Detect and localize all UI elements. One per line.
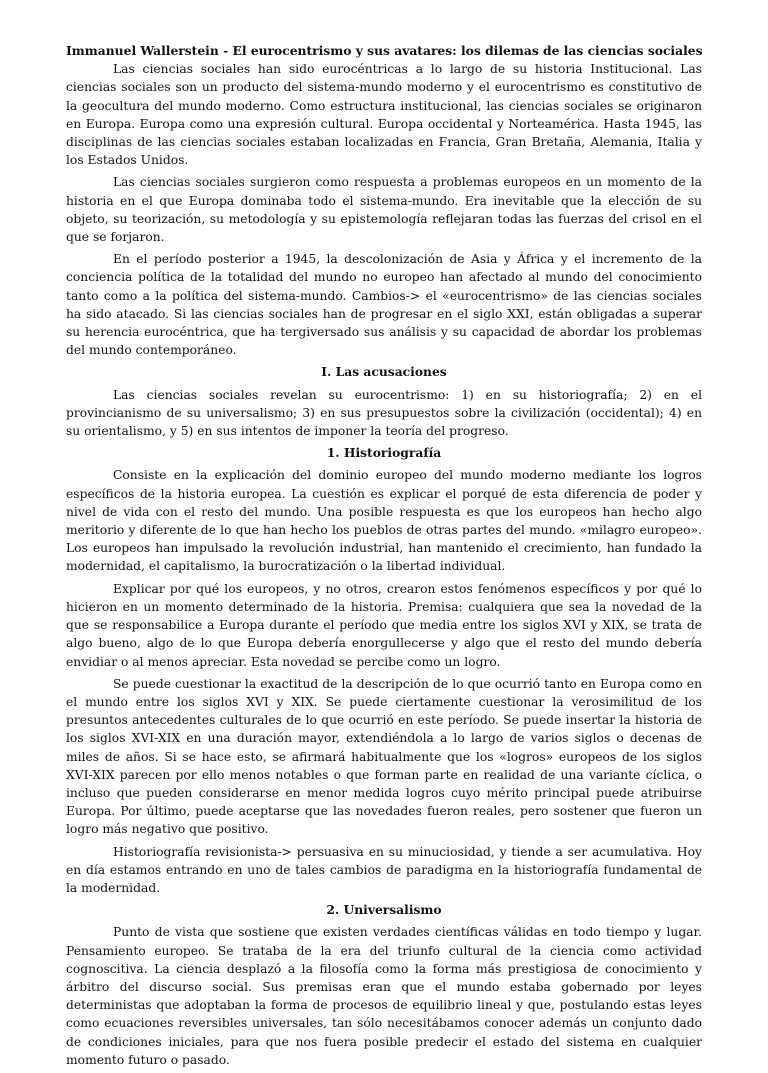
historiografia-paragraph-2: Explicar por qué los europeos, y no otros, crearon estos fenómenos específicos y por qué lo hicieron en un momento determinado de la historia. Premisa: cualquiera que sea la novedad de la que se responsabilice a Europa durante el período que media entre los siglos XVI y XIX, se trata de algo bueno, algo de lo que Europa debería enorgullecerse y algo que el resto del mundo debería envidiar o al menos apreciar. Esta novedad se percibe como un logro.	[66, 581, 702, 669]
document-title: Immanuel Wallerstein - El eurocentrismo y sus avatares: los dilemas de las ciencias sociales	[66, 43, 703, 58]
historiografia-paragraph-4: Historiografía revisionista-> persuasiva en su minuciosidad, y tiende a ser acumulativa. Hoy en día estamos entrando en uno de tales cambios de paradigma en la historiografía fundamental de la modernidad.	[66, 844, 702, 895]
section-heading-historiografia: 1. Historiografía	[326, 445, 442, 461]
document-page	[66, 42, 702, 1073]
section-heading-universalismo: 2. Universalismo	[326, 902, 442, 918]
historiografia-paragraph-3: Se puede cuestionar la exactitud de la descripción de lo que ocurrió tanto en Europa como en el mundo entre los siglos XVI y XIX. Se puede ciertamente cuestionar la verosimilitud de los presuntos antecedentes culturales de lo que ocurrió en este período. Se puede insertar la historia de los siglos XVI-XIX en una duración mayor, extendiéndola a lo largo de varios siglos o decenas de miles de años. Si se hace esto, se afirmará habitualmente que los «logros» europeos de los siglos XVI-XIX parecen por ello menos notables o que forman parte en realidad de una variante cíclica, o incluso que pueden considerarse en menor medida logros cuyo mérito principal puede atribuirse Europa. Por último, puede aceptarse que las novedades fueron reales, pero sostener que fueron un logro más negativo que positivo.	[66, 676, 702, 837]
intro-paragraph-1: Las ciencias sociales han sido eurocéntricas a lo largo de su historia Institucional. Las ciencias sociales son un producto del sistema-mundo moderno y el eurocentrismo es constitutivo de la geocultura del mundo moderno. Como estructura institucional, las ciencias sociales se originaron en Europa. Europa como una expresión cultural. Europa occidental y Norteamérica. Hasta 1945, las disciplinas de las ciencias sociales estaban localizadas en Francia, Gran Bretaña, Alemania, Italia y los Estados Unidos.	[66, 62, 702, 168]
section-heading-acusaciones: I. Las acusaciones	[321, 364, 447, 380]
intro-paragraph-3: En el período posterior a 1945, la descolonización de Asia y África y el incremento de la conciencia política de la totalidad del mundo no europeo han afectado al mundo del conocimiento tanto como a la política del sistema-mundo. Cambios-> el «eurocentrismo» de las ciencias sociales ha sido atacado. Si las ciencias sociales han de progresar en el siglo XXI, están obligadas a superar su herencia eurocéntrica, que ha tergiversado sus análisis y su capacidad de abordar los problemas del mundo contemporáneo.	[66, 252, 702, 358]
historiografia-paragraph-1: Consiste en la explicación del dominio europeo del mundo moderno mediante los logros específicos de la historia europea. La cuestión es explicar el porqué de esta diferencia de poder y nivel de vida con el resto del mundo. Una posible respuesta es que los europeos han hecho algo meritorio y diferente de lo que han hecho los pueblos de otras partes del mundo. «milagro europeo». Los europeos han impulsado la revolución industrial, han mantenido el crecimiento, han fundado la modernidad, el capitalismo, la burocratización o la libertad individual.	[66, 468, 702, 574]
intro-paragraph-2: Las ciencias sociales surgieron como respuesta a problemas europeos en un momento de la historia en el que Europa dominaba todo el sistema-mundo. Era inevitable que la elección de su objeto, su teorización, su metodología y su epistemología reflejaran todas las fuerzas del crisol en el que se forjaron.	[66, 175, 702, 245]
universalismo-paragraph-1: Punto de vista que sostiene que existen verdades científicas válidas en todo tiempo y lugar. Pensamiento europeo. Se trataba de la era del triunfo cultural de la ciencia como actividad cognoscitiva. La ciencia desplazó a la filosofía como la forma más prestigiosa de conocimiento y árbitro del discurso social. Sus premisas eran que el mundo estaba gobernado por leyes deterministas que adoptaban la forma de procesos de equilibrio lineal y que, postulando estas leyes como ecuaciones reversibles universales, tan sólo necesitábamos conocer además un conjunto dado de condiciones iniciales, para que nos fuera posible predecir el estado del sistema en cualquier momento futuro o pasado.	[66, 925, 702, 1067]
acusaciones-paragraph-1: Las ciencias sociales revelan su eurocentrismo: 1) en su historiografía; 2) en el provincianismo de su universalismo; 3) en sus presupuestos sobre la civilización (occidental); 4) en su orientalismo, y 5) en sus intentos de imponer la teoría del progreso.	[66, 387, 702, 439]
